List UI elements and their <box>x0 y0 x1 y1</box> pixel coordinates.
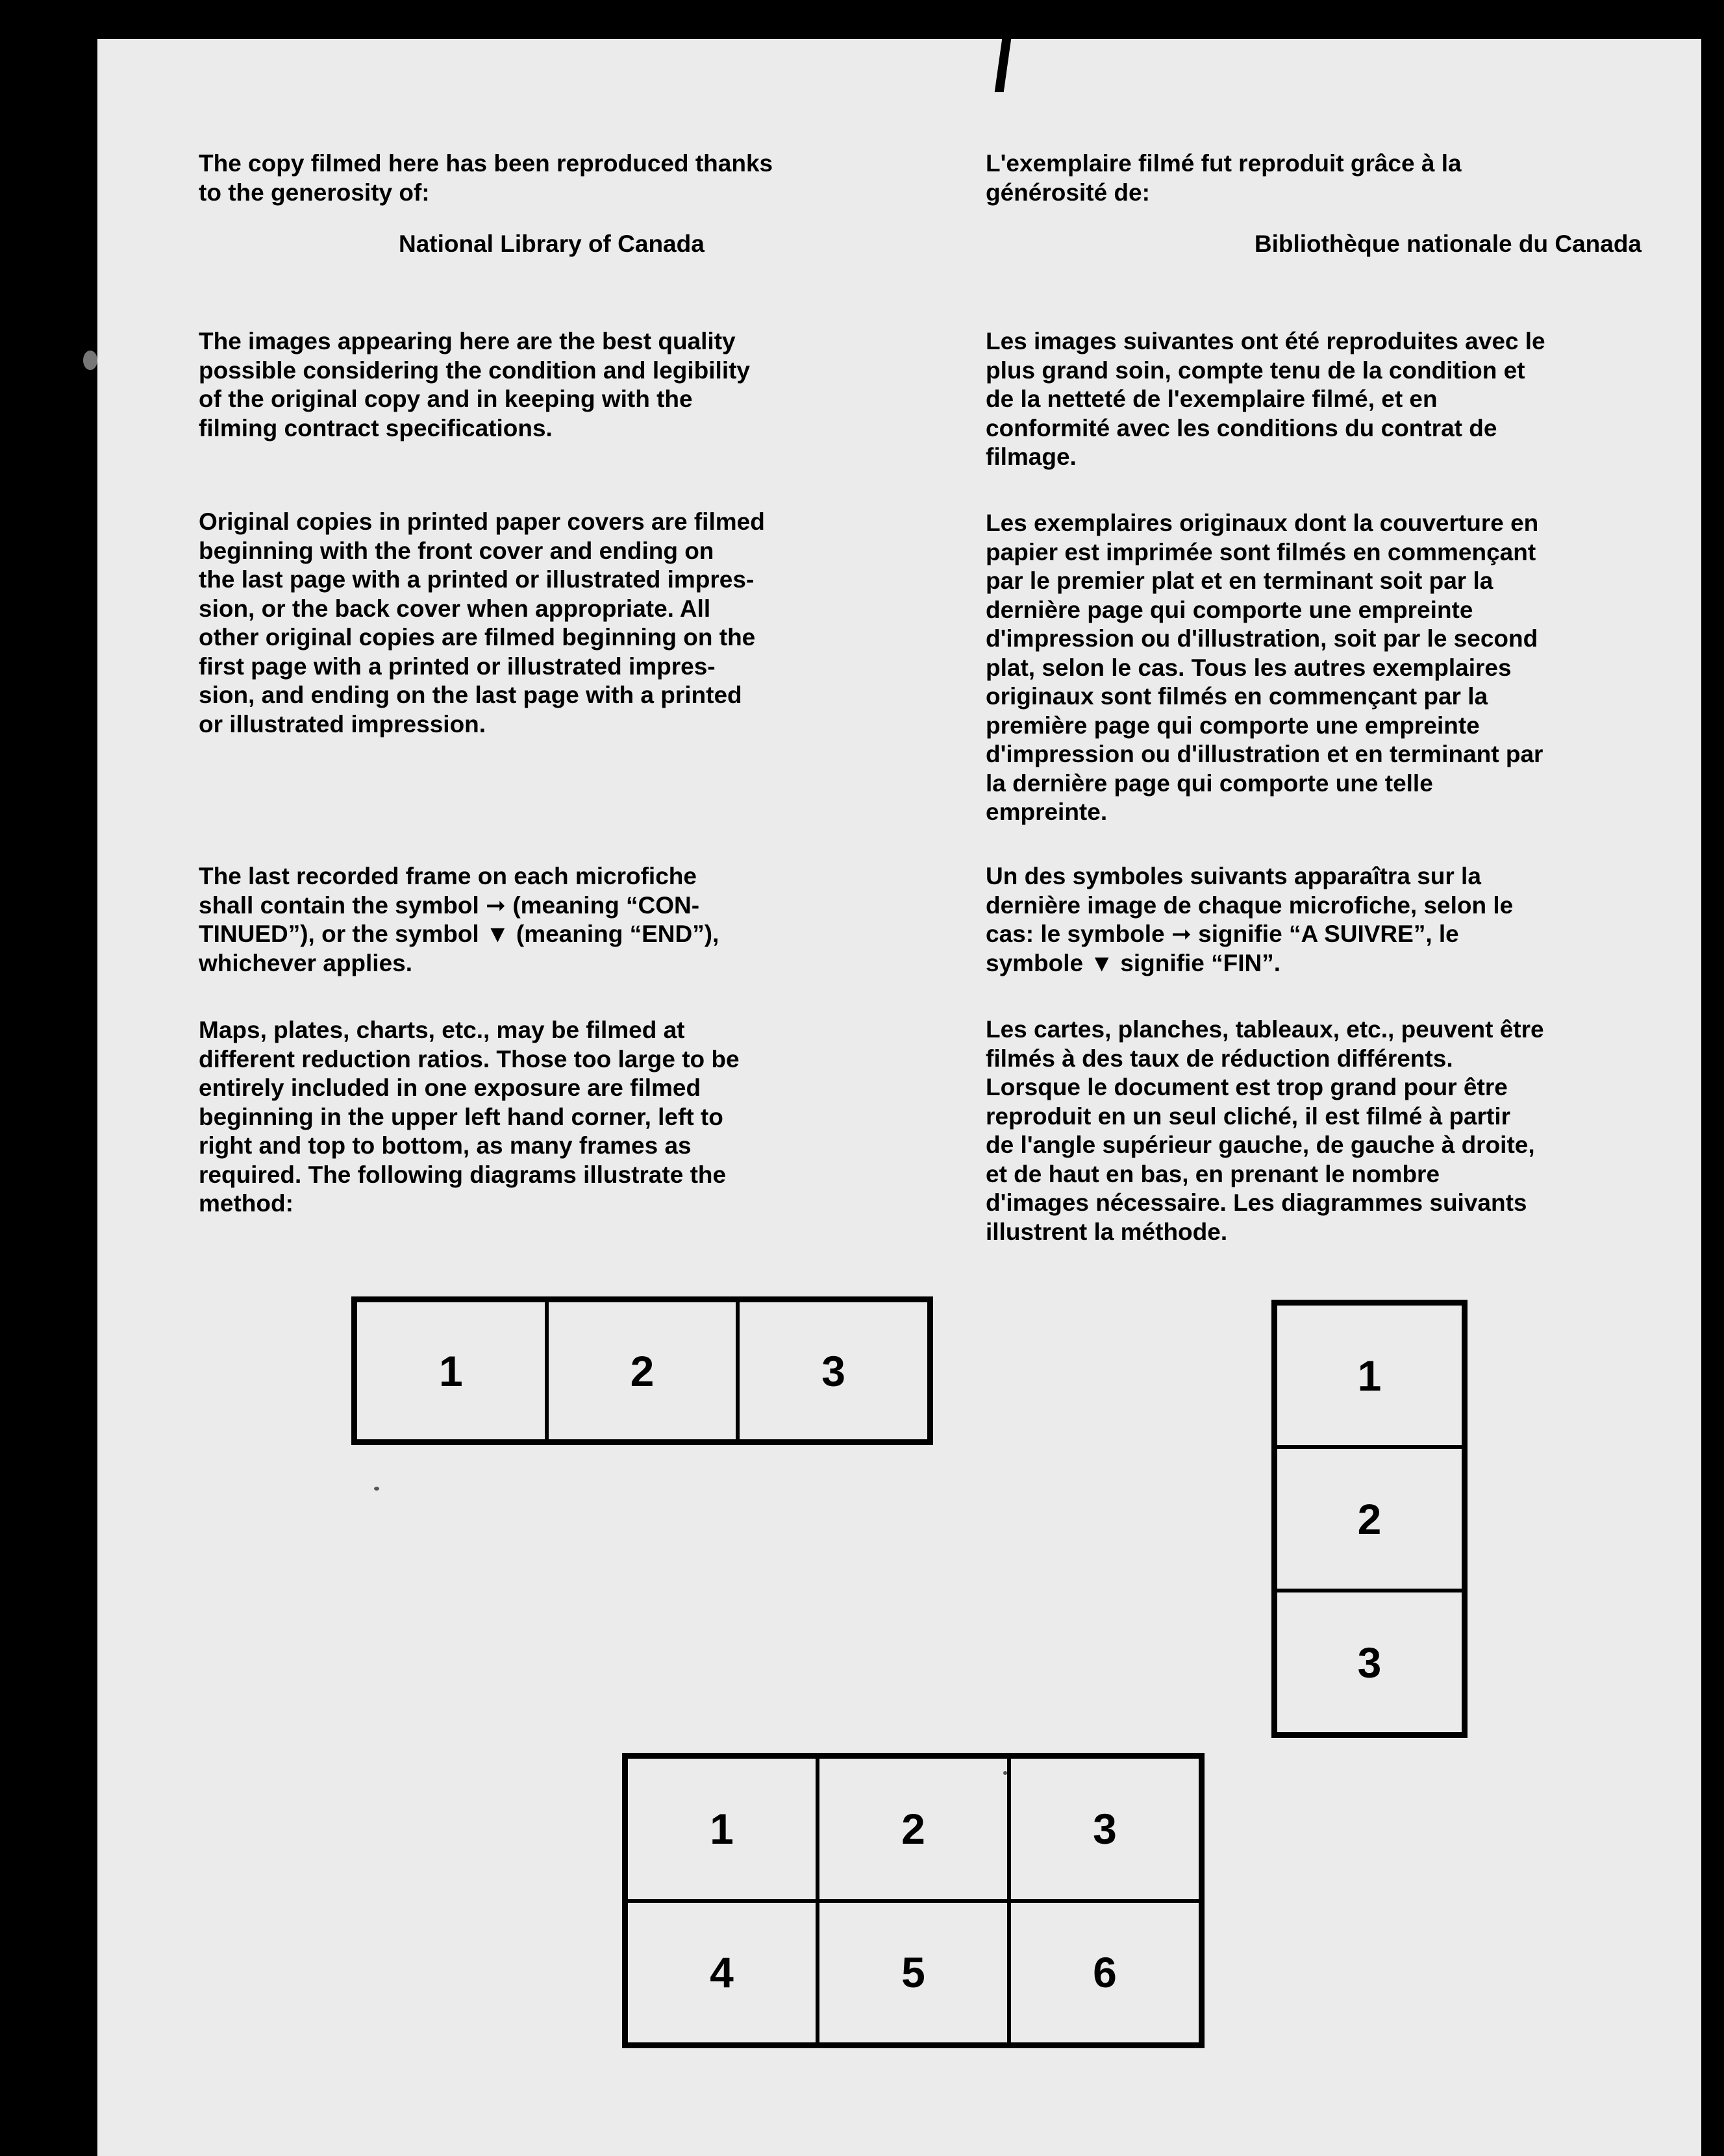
frame-cell: 1 <box>1275 1304 1464 1447</box>
thanks-text: The copy filmed here has been reproduced thanks to the generosity of: <box>199 150 773 206</box>
frame-cell: 2 <box>547 1300 738 1441</box>
quality-paragraph: The images appearing here are the best quality possible considering the condition and legibility of the original copy and in keeping with the filming contract specifications. <box>199 328 751 441</box>
frame-cell: 4 <box>626 1901 818 2045</box>
frame-cell: 2 <box>818 1757 1009 1901</box>
originals-paragraph: Original copies in printed paper covers are filmed beginning with the front cover and ending on the last page with a printed or illustrated impres- sion, or the back cover when appropriate. All other original copies are filmed beginning on the first page with a printed or illustrated impres- sion, and ending on the last page with a printed or illustrated impression. <box>199 508 765 737</box>
paper-blemish <box>374 1487 379 1491</box>
library-name: Bibliothèque nationale du Canada <box>1254 230 1642 257</box>
vertical-frame-diagram <box>1271 1300 1468 1738</box>
maps-paragraph: Maps, plates, charts, etc., may be filmed at different reduction ratios. Those too large to be entirely included in one exposure are filmed beginning in the upper left hand corner, left to right and top to bottom, as many frames as required. The following diagrams illustrate the method: <box>199 1017 740 1217</box>
originals-paragraph: Les exemplaires originaux dont la couverture en papier est imprimée sont filmés en commençant par le premier plat et en terminant soit par la dernière page qui comporte une empreinte d'impression ou d'illustration, soit par le second plat, selon le cas. Tous les autres exemplaires originaux sont filmés en commençant par la première page qui comporte une empreinte d'impression ou d'illustration et en terminant par la dernière page qui comporte une telle empreinte. <box>986 510 1543 825</box>
frame-cell: 3 <box>1275 1591 1464 1734</box>
symbols-paragraph: The last recorded frame on each microfiche shall contain the symbol ➞ (meaning “CON- TINUED”), or the symbol ▼ (meaning “END”), whichever applies. <box>199 863 719 976</box>
quality-paragraph: Les images suivantes ont été reproduites avec le plus grand soin, compte tenu de la condition et de la netteté de l'exemplaire filmé, et en conformité avec les conditions du contrat de filmage. <box>986 328 1545 470</box>
paper-blemish <box>83 351 97 370</box>
frame-cell: 1 <box>355 1300 547 1441</box>
grid-frame-diagram <box>622 1753 1205 2048</box>
thanks-text: L'exemplaire filmé fut reproduit grâce à la générosité de: <box>986 150 1462 206</box>
frame-cell: 2 <box>1275 1447 1464 1591</box>
horizontal-frame-diagram <box>351 1296 933 1445</box>
library-name: National Library of Canada <box>399 230 705 257</box>
frame-cell: 6 <box>1009 1901 1201 2045</box>
frame-cell: 3 <box>1009 1757 1201 1901</box>
maps-paragraph: Les cartes, planches, tableaux, etc., peuvent être filmés à des taux de réduction différents. Lorsque le document est trop grand pour être reproduit en un seul cliché, il est filmé à partir de l'angle supérieur gauche, de gauche à droite, et de haut en bas, en prenant le nombre d'images nécessaire. Les diagrammes suivants illustrent la méthode. <box>986 1016 1544 1245</box>
frame-cell: 1 <box>626 1757 818 1901</box>
frame-cell: 5 <box>818 1901 1009 2045</box>
frame-cell: 3 <box>738 1300 929 1441</box>
symbols-paragraph: Un des symboles suivants apparaîtra sur la dernière image de chaque microfiche, selon le cas: le symbole ➞ signifie “A SUIVRE”, le symbole ▼ signifie “FIN”. <box>986 863 1514 976</box>
